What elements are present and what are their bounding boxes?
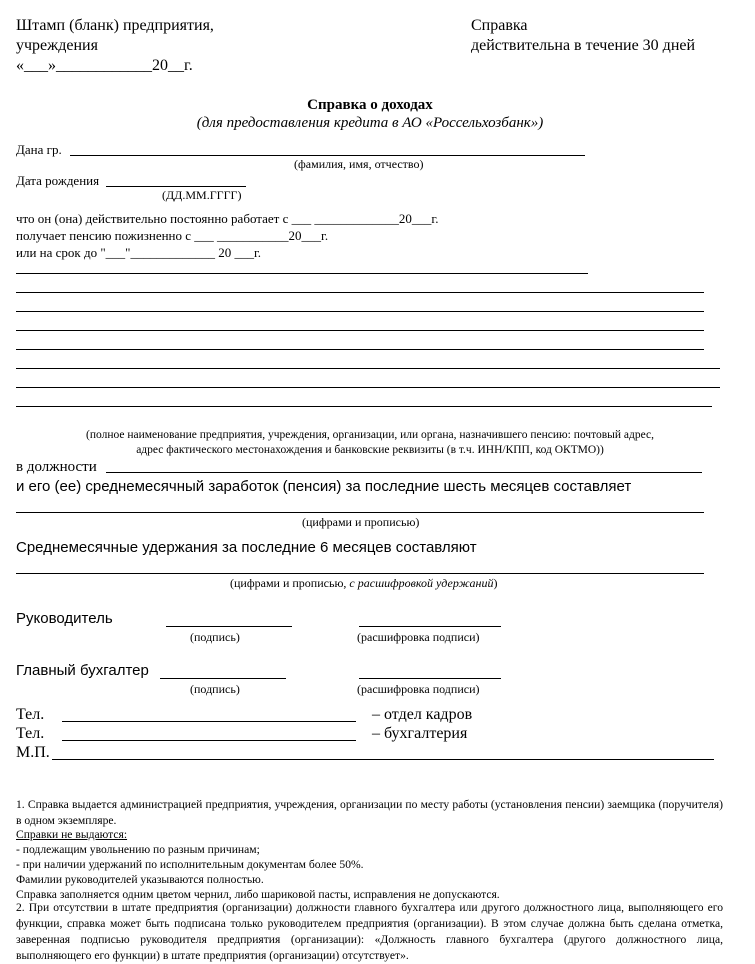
tel-hr-field[interactable] — [62, 721, 356, 722]
issued-to-label: Дана гр. — [16, 142, 62, 157]
accountant-decoding-caption: (расшифровка подписи) — [357, 682, 480, 696]
tel-acc-caption: – бухгалтерия — [372, 725, 468, 742]
org-field-line-5[interactable] — [16, 349, 704, 350]
chief-accountant-label: Главный бухгалтер — [16, 662, 149, 679]
org-caption-line-1: (полное наименование предприятия, учреждения, организации, или органа, назначившего пенсию: почтовый адрес, — [86, 429, 654, 441]
stamp-place-label: М.П. — [16, 744, 50, 761]
note-2: 2. При отсутствии в штате предприятия (организации) должности главного бухгалтера или другого должностного лица, выполняющего его функции, справка может быть подписана только руководителем предприятия (организации). В этом случае должна быть сделана отметка, заверенная подписью руководителя предприятия (организации): «Должность главного бухгалтера (другого должностного лица, выполняющего его функции) в штате предприятия (организации) отсутствует». — [16, 901, 723, 962]
head-label: Руководитель — [16, 610, 113, 627]
head-decoding-field[interactable] — [359, 626, 501, 627]
deductions-caption-b: с расшифровкой удержаний — [349, 576, 494, 590]
salary-field[interactable] — [16, 512, 704, 513]
deductions-caption — [230, 576, 498, 591]
position-label: в должности — [16, 459, 97, 475]
head-signature-field[interactable] — [166, 626, 292, 627]
accountant-signature-field[interactable] — [160, 678, 286, 679]
document-subtitle: (для предоставления кредита в АО «Россельхозбанк») — [196, 115, 544, 131]
pension-until-line: или на срок до "___"_____________ 20 ___г. — [16, 245, 262, 260]
stamp-place-field[interactable] — [52, 759, 714, 760]
not-issued-item-1: - подлежащим увольнению по разным причинам; — [16, 843, 260, 856]
org-field-line-3[interactable] — [16, 311, 704, 312]
fio-caption: (фамилия, имя, отчество) — [294, 157, 424, 171]
not-issued-item-2: - при наличии удержаний по исполнительным документам более 50%. — [16, 858, 364, 871]
head-decoding-caption: (расшифровка подписи) — [357, 630, 480, 644]
deductions-text: Среднемесячные удержания за последние 6 месяцев составляют — [16, 539, 477, 556]
org-field-line-6[interactable] — [16, 368, 720, 369]
position-field[interactable] — [106, 472, 702, 473]
stamp-date-line: «___»____________20__г. — [16, 57, 193, 74]
stamp-line-1: Штамп (бланк) предприятия, — [16, 17, 214, 34]
deductions-caption-c: ) — [493, 576, 498, 590]
tel-hr-label: Тел. — [16, 706, 45, 723]
deductions-field[interactable] — [16, 573, 704, 574]
tel-hr-caption: – отдел кадров — [372, 706, 473, 723]
stamp-line-2: учреждения — [16, 37, 98, 54]
accountant-decoding-field[interactable] — [359, 678, 501, 679]
org-field-line-4[interactable] — [16, 330, 704, 331]
birth-date-field[interactable] — [106, 186, 246, 187]
salary-text: и его (ее) среднемесячный заработок (пенсия) за последние шесть месяцев составляет — [16, 478, 632, 495]
pension-since-line: получает пенсию пожизненно с ___ ___________20___г. — [16, 228, 329, 243]
validity-line-1: Справка — [471, 17, 528, 34]
not-issued-heading: Справки не выдаются: — [16, 828, 128, 841]
tel-acc-label: Тел. — [16, 725, 45, 742]
org-caption-line-2: адрес фактического местонахождения и банковские реквизиты (в т.ч. ИНН/КПП, код ОКТМО)) — [136, 444, 604, 456]
document-title: Справка о доходах — [307, 97, 433, 113]
birth-label: Дата рождения — [16, 173, 100, 188]
note-1: 1. Справка выдается администрацией предприятия, учреждения, организации по месту работы (установления пенсии) заемщика (поручителя) в одном экземпляре. — [16, 798, 723, 827]
deductions-caption-a: (цифрами и прописью, — [230, 576, 350, 590]
fio-field[interactable] — [70, 155, 585, 156]
ink-note: Справка заполняется одним цветом чернил, либо шариковой пасты, исправления не допускаются. — [16, 888, 500, 901]
birth-caption: (ДД.ММ.ГГГГ) — [162, 188, 242, 202]
org-field-line-8[interactable] — [16, 406, 712, 407]
org-field-line-1[interactable] — [16, 273, 588, 274]
managers-note: Фамилии руководителей указываются полностью. — [16, 873, 264, 886]
works-since-line: что он (она) действительно постоянно работает с ___ _____________20___г. — [16, 211, 439, 226]
head-signature-caption: (подпись) — [190, 630, 240, 644]
salary-caption: (цифрами и прописью) — [302, 515, 420, 529]
org-field-line-7[interactable] — [16, 387, 720, 388]
accountant-signature-caption: (подпись) — [190, 682, 240, 696]
tel-acc-field[interactable] — [62, 740, 356, 741]
validity-line-2: действительна в течение 30 дней — [471, 37, 696, 54]
org-field-line-2[interactable] — [16, 292, 704, 293]
